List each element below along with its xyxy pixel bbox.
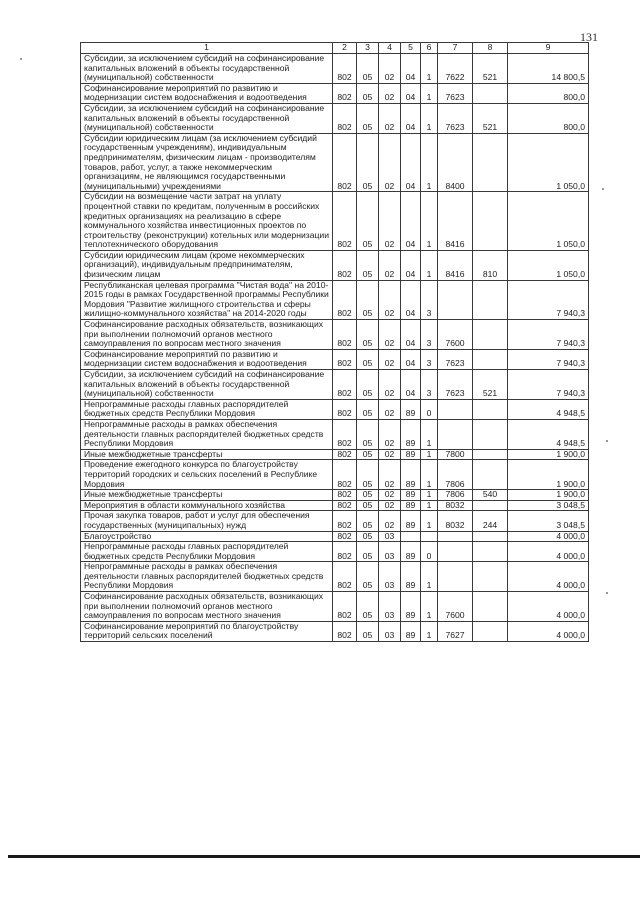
program-code: 89 [401,542,421,562]
row-amount: 4 000,0 [508,592,589,622]
row-amount: 7 940,3 [508,320,589,350]
table-row [81,621,589,641]
row-name: Республиканская целевая программа "Чистая вода" на 2010-2015 годы в рамках Государственной программы Республики Мордовия "Развитие жилищного строительства и сферы жилищно-коммунального хозяйства" на 2014-2020 годы [81,280,333,319]
table-row [81,500,589,511]
target-item-code: 7623 [438,370,473,400]
ministry-code: 802 [333,449,357,460]
ministry-code: 802 [333,531,357,542]
header-cell: 3 [357,43,379,54]
subprogram-code: 1 [421,54,438,84]
expense-type-code: 540 [473,490,508,501]
subprogram-code: 3 [421,349,438,369]
section-code: 05 [357,592,379,622]
expense-type-code [473,419,508,449]
table-row [81,542,589,562]
section-code: 05 [357,54,379,84]
target-item-code: 8416 [438,250,473,280]
program-code [401,531,421,542]
table-row [81,419,589,449]
row-amount: 1 050,0 [508,133,589,192]
ministry-code: 802 [333,280,357,319]
subprogram-code: 1 [421,103,438,133]
row-name: Непрограммные расходы в рамках обеспечения деятельности главных распорядителей бюджетных средств Республики Мордовия [81,562,333,592]
table-row [81,250,589,280]
section-code: 05 [357,103,379,133]
expense-type-code [473,531,508,542]
target-item-code [438,562,473,592]
row-amount: 4 000,0 [508,542,589,562]
bottom-rule [8,855,640,858]
ministry-code: 802 [333,460,357,490]
budget-table [80,42,589,642]
table-row [81,133,589,192]
expense-type-code [473,349,508,369]
expense-type-code [473,562,508,592]
row-name: Субсидии юридическим лицам (за исключением субсидий государственным учреждениям), индивидуальным предпринимателям, физическим лицам - производителям товаров, работ, услуг, а также некоммерческим организациям, не являющимся государственными (муниципальными) учреждениями [81,133,333,192]
expense-type-code: 521 [473,54,508,84]
section-code: 05 [357,192,379,251]
table-row [81,460,589,490]
program-code: 04 [401,349,421,369]
section-code: 05 [357,370,379,400]
subprogram-code: 1 [421,592,438,622]
row-name: Софинансирование мероприятий по развитию и модернизации систем водоснабжения и водоотведения [81,83,333,103]
target-item-code: 7600 [438,592,473,622]
section-code: 05 [357,133,379,192]
section-code: 05 [357,399,379,419]
subprogram-code: 1 [421,562,438,592]
subsection-code: 02 [379,280,401,319]
subprogram-code: 3 [421,320,438,350]
subsection-code: 03 [379,592,401,622]
header-cell: 9 [508,43,589,54]
section-code: 05 [357,562,379,592]
ministry-code: 802 [333,511,357,531]
program-code: 04 [401,370,421,400]
subsection-code: 02 [379,511,401,531]
ministry-code: 802 [333,320,357,350]
target-item-code: 7627 [438,621,473,641]
row-amount: 3 048,5 [508,511,589,531]
subsection-code: 02 [379,250,401,280]
section-code: 05 [357,320,379,350]
expense-type-code [473,449,508,460]
subsection-code: 03 [379,562,401,592]
table-row [81,320,589,350]
ministry-code: 802 [333,103,357,133]
table-row [81,349,589,369]
row-name: Иные межбюджетные трансферты [81,490,333,501]
section-code: 05 [357,83,379,103]
expense-type-code [473,592,508,622]
subprogram-code: 1 [421,83,438,103]
row-name: Софинансирование мероприятий по благоустройству территорий сельских поселений [81,621,333,641]
ministry-code: 802 [333,83,357,103]
row-name: Иные межбюджетные трансферты [81,449,333,460]
table-header-row [81,43,589,54]
subsection-code: 03 [379,531,401,542]
section-code: 05 [357,500,379,511]
subprogram-code: 0 [421,542,438,562]
table-row [81,370,589,400]
subprogram-code: 1 [421,500,438,511]
subsection-code: 02 [379,83,401,103]
program-code: 04 [401,103,421,133]
subprogram-code: 1 [421,490,438,501]
subsection-code: 02 [379,370,401,400]
ministry-code: 802 [333,490,357,501]
section-code: 05 [357,419,379,449]
table-row [81,280,589,319]
row-amount: 7 940,3 [508,280,589,319]
expense-type-code [473,500,508,511]
subprogram-code: 1 [421,460,438,490]
page-number: 131 [580,30,598,44]
ministry-code: 802 [333,592,357,622]
ministry-code: 802 [333,54,357,84]
row-name: Непрограммные расходы главных распорядителей бюджетных средств Республики Мордовия [81,542,333,562]
header-cell: 2 [333,43,357,54]
subsection-code: 02 [379,54,401,84]
expense-type-code [473,83,508,103]
program-code: 89 [401,449,421,460]
expense-type-code [473,133,508,192]
row-name: Мероприятия в области коммунального хозяйства [81,500,333,511]
row-name: Непрограммные расходы главных распорядителей бюджетных средств Республики Мордовия [81,399,333,419]
target-item-code: 7623 [438,103,473,133]
row-name: Непрограммные расходы в рамках обеспечения деятельности главных распорядителей бюджетных средств Республики Мордовия [81,419,333,449]
subsection-code: 02 [379,419,401,449]
section-code: 05 [357,531,379,542]
header-cell: 4 [379,43,401,54]
target-item-code [438,531,473,542]
subprogram-code: 1 [421,419,438,449]
subprogram-code: 1 [421,250,438,280]
program-code: 89 [401,562,421,592]
table-row [81,562,589,592]
row-name: Прочая закупка товаров, работ и услуг для обеспечения государственных (муниципальных) нужд [81,511,333,531]
expense-type-code [473,320,508,350]
program-code: 04 [401,320,421,350]
section-code: 05 [357,621,379,641]
target-item-code: 8400 [438,133,473,192]
subprogram-code: 1 [421,133,438,192]
target-item-code [438,542,473,562]
section-code: 05 [357,449,379,460]
ministry-code: 802 [333,419,357,449]
table-row [81,490,589,501]
row-amount: 7 940,3 [508,349,589,369]
subprogram-code: 1 [421,449,438,460]
row-name: Субсидии, за исключением субсидий на софинансирование капитальных вложений в объекты государственной (муниципальной) собственности [81,103,333,133]
row-name: Софинансирование расходных обязательств, возникающих при выполнении полномочий органов местного самоуправления по вопросам местного значения [81,320,333,350]
ministry-code: 802 [333,542,357,562]
section-code: 05 [357,280,379,319]
row-name: Субсидии юридическим лицам (кроме некоммерческих организаций), индивидуальным предпринимателям, физическим лицам [81,250,333,280]
expense-type-code [473,280,508,319]
header-cell: 7 [438,43,473,54]
subsection-code: 02 [379,133,401,192]
table-row [81,54,589,84]
program-code: 04 [401,250,421,280]
ministry-code: 802 [333,621,357,641]
subsection-code: 03 [379,621,401,641]
row-name: Субсидии на возмещение части затрат на уплату процентной ставки по кредитам, полученным в российских кредитных организациях на реализацию в сфере коммунального хозяйства инвестиционных проектов по строительству (реконструкции) котельных или модернизации теплотехнического оборудования [81,192,333,251]
subprogram-code: 3 [421,370,438,400]
program-code: 04 [401,280,421,319]
subsection-code: 02 [379,349,401,369]
ministry-code: 802 [333,500,357,511]
target-item-code: 7806 [438,490,473,501]
subsection-code: 03 [379,542,401,562]
target-item-code: 7806 [438,460,473,490]
expense-type-code [473,192,508,251]
section-code: 05 [357,490,379,501]
table-row [81,399,589,419]
target-item-code: 7622 [438,54,473,84]
row-amount: 800,0 [508,103,589,133]
program-code: 89 [401,500,421,511]
program-code: 89 [401,592,421,622]
subprogram-code: 1 [421,621,438,641]
row-amount: 3 048,5 [508,500,589,511]
table-row [81,511,589,531]
target-item-code [438,419,473,449]
header-cell: 1 [81,43,333,54]
row-amount: 1 900,0 [508,490,589,501]
subsection-code: 02 [379,500,401,511]
program-code: 89 [401,419,421,449]
target-item-code [438,280,473,319]
section-code: 05 [357,250,379,280]
program-code: 89 [401,399,421,419]
expense-type-code: 521 [473,103,508,133]
expense-type-code: 521 [473,370,508,400]
subprogram-code: 1 [421,511,438,531]
subprogram-code: 0 [421,399,438,419]
expense-type-code: 810 [473,250,508,280]
scan-speck [20,58,22,60]
row-name: Софинансирование расходных обязательств, возникающих при выполнении полномочий органов местного самоуправления по вопросам местного значения [81,592,333,622]
target-item-code: 8416 [438,192,473,251]
subprogram-code: 1 [421,192,438,251]
row-name: Благоустройство [81,531,333,542]
subsection-code: 02 [379,490,401,501]
header-cell: 5 [401,43,421,54]
row-amount: 4 000,0 [508,621,589,641]
scan-speck [602,188,604,190]
row-name: Субсидии, за исключением субсидий на софинансирование капитальных вложений в объекты государственной (муниципальной) собственности [81,54,333,84]
program-code: 89 [401,490,421,501]
expense-type-code [473,460,508,490]
subprogram-code [421,531,438,542]
ministry-code: 802 [333,562,357,592]
target-item-code: 7600 [438,320,473,350]
table-row [81,192,589,251]
table-row [81,103,589,133]
table-row [81,531,589,542]
target-item-code: 7623 [438,349,473,369]
row-amount: 7 940,3 [508,370,589,400]
program-code: 04 [401,83,421,103]
program-code: 89 [401,460,421,490]
ministry-code: 802 [333,192,357,251]
row-amount: 4 948,5 [508,399,589,419]
row-amount: 1 050,0 [508,250,589,280]
row-amount: 14 800,5 [508,54,589,84]
row-name: Субсидии, за исключением субсидий на софинансирование капитальных вложений в объекты государственной (муниципальной) собственности [81,370,333,400]
target-item-code: 7623 [438,83,473,103]
row-name: Проведение ежегодного конкурса по благоустройству территорий городских и сельских поселений в Республике Мордовия [81,460,333,490]
subsection-code: 02 [379,192,401,251]
target-item-code: 8032 [438,511,473,531]
expense-type-code [473,542,508,562]
ministry-code: 802 [333,250,357,280]
row-name: Софинансирование мероприятий по развитию и модернизации систем водоснабжения и водоотведения [81,349,333,369]
scan-speck [606,440,608,442]
row-amount: 1 900,0 [508,449,589,460]
expense-type-code [473,621,508,641]
program-code: 04 [401,133,421,192]
section-code: 05 [357,542,379,562]
subsection-code: 02 [379,460,401,490]
target-item-code: 7800 [438,449,473,460]
subsection-code: 02 [379,449,401,460]
target-item-code: 8032 [438,500,473,511]
section-code: 05 [357,349,379,369]
scan-speck [606,592,608,594]
row-amount: 4 000,0 [508,562,589,592]
expense-type-code: 244 [473,511,508,531]
program-code: 89 [401,621,421,641]
table-row [81,592,589,622]
ministry-code: 802 [333,133,357,192]
subsection-code: 02 [379,320,401,350]
ministry-code: 802 [333,349,357,369]
expense-type-code [473,399,508,419]
subprogram-code: 3 [421,280,438,319]
table-row [81,449,589,460]
program-code: 04 [401,192,421,251]
section-code: 05 [357,511,379,531]
row-amount: 1 900,0 [508,460,589,490]
target-item-code [438,399,473,419]
table-row [81,83,589,103]
row-amount: 1 050,0 [508,192,589,251]
section-code: 05 [357,460,379,490]
subsection-code: 02 [379,103,401,133]
program-code: 89 [401,511,421,531]
ministry-code: 802 [333,370,357,400]
ministry-code: 802 [333,399,357,419]
subsection-code: 02 [379,399,401,419]
program-code: 04 [401,54,421,84]
row-amount: 4 948,5 [508,419,589,449]
header-cell: 6 [421,43,438,54]
row-amount: 800,0 [508,83,589,103]
header-cell: 8 [473,43,508,54]
row-amount: 4 000,0 [508,531,589,542]
